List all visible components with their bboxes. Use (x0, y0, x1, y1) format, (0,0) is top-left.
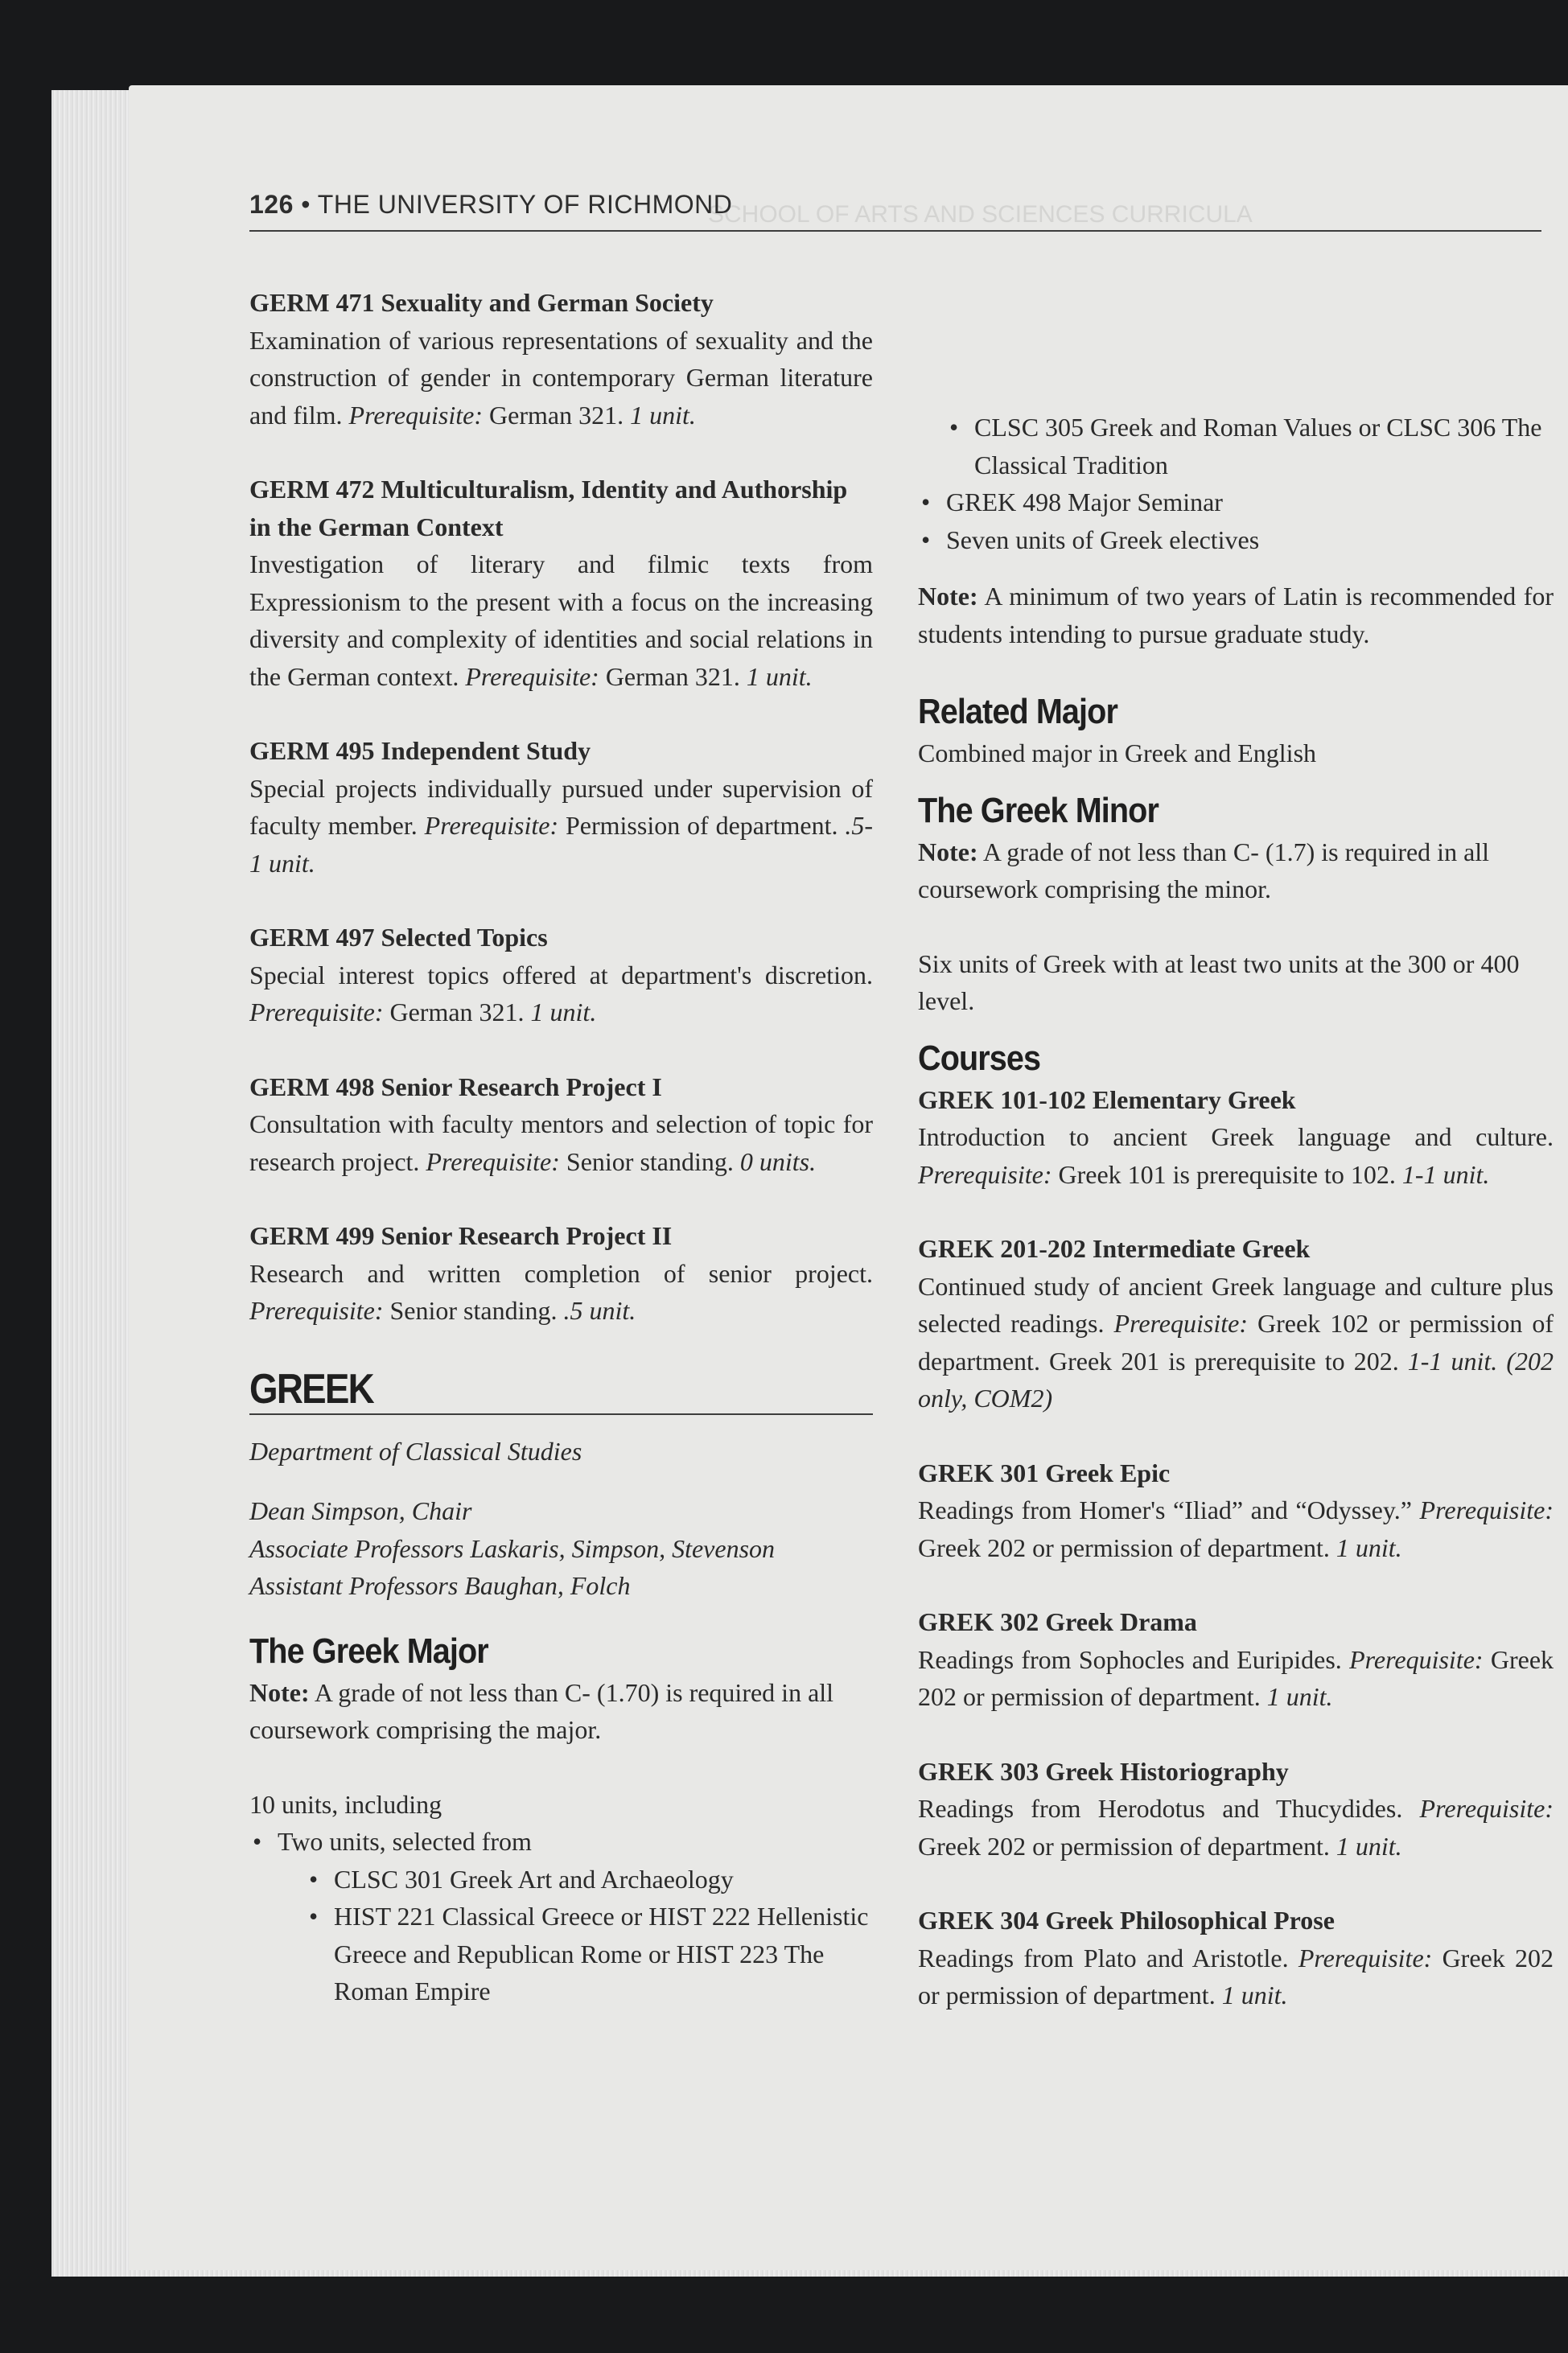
courses-heading: Courses (918, 1038, 1041, 1078)
running-header (249, 190, 1541, 232)
course-title: GREK 201-202 Intermediate Greek (918, 1234, 1311, 1263)
spacer (918, 558, 1554, 578)
course-description: Investigation of literary and filmic texts from Expressionism to the present with a focus on the increasing diversity and complexity of identities and social relations in the German context. Prerequisite: German 321. 1 unit. (249, 549, 873, 691)
department-name: Department of Classical Studies (249, 1436, 582, 1466)
course-description: Examination of various representations of sexuality and the construction of gender in contemporary German literature and film. Prerequisite: German 321. 1 unit. (249, 325, 873, 430)
course-title: GERM 471 Sexuality and German Society (249, 288, 714, 317)
latin-note: Note: A minimum of two years of Latin is recommended for students intending to pursue graduate study. (918, 582, 1554, 648)
bleed-through-header: SCHOOL OF ARTS AND SCIENCES CURRICULA (708, 201, 1253, 228)
course-description: Special projects individually pursued under supervision of faculty member. Prerequisite: Permission of department. .5-1 unit. (249, 773, 874, 878)
list-item: • Seven units of Greek electives (918, 521, 1554, 559)
list-item: • GREK 498 Major Seminar (918, 483, 1554, 521)
course-description: Special interest topics offered at department's discretion. Prerequisite: German 321. 1 unit. (249, 960, 873, 1026)
course-title: GERM 498 Senior Research Project I (249, 1072, 662, 1101)
course-entry (249, 284, 873, 434)
list-item: • CLSC 301 Greek Art and Archaeology (306, 1861, 873, 1898)
course-title: GREK 101-102 Elementary Greek (918, 1084, 1296, 1114)
faculty-chair: Dean Simpson, Chair (249, 1496, 472, 1525)
course-entry (918, 1454, 1554, 1567)
right-column (918, 409, 1554, 2051)
requirement-list-other (918, 483, 1554, 558)
course-entry (918, 1081, 1554, 1194)
sub-option-list (278, 1861, 873, 2010)
document-page (129, 85, 1568, 2270)
course-entry (249, 471, 873, 695)
course-entry (249, 732, 873, 882)
course-entry (918, 1753, 1554, 1866)
list-item: • CLSC 305 Greek and Roman Values or CLSC 306 The Classical Tradition (946, 409, 1554, 483)
course-entry (918, 1230, 1554, 1417)
faculty-list (249, 1492, 873, 1605)
course-description: Introduction to ancient Greek language and culture. Prerequisite: Greek 101 is prerequisite to 102. 1-1 unit. (918, 1122, 1554, 1189)
course-title: GERM 495 Independent Study (249, 736, 591, 765)
major-heading: The Greek Major (249, 1631, 488, 1671)
left-column (249, 284, 873, 2010)
course-description: Research and written completion of senior project. Prerequisite: Senior standing. .5 unit. (249, 1258, 873, 1325)
course-entry (918, 1603, 1554, 1716)
course-description: Readings from Herodotus and Thucydides. Prerequisite: Greek 202 or permission of department. 1 unit. (918, 1794, 1554, 1861)
course-description: Readings from Plato and Aristotle. Prerequisite: Greek 202 or permission of department. 1 unit. (918, 1943, 1554, 2010)
course-title: GERM 472 Multiculturalism, Identity and Authorship in the German Context (249, 475, 848, 541)
course-description: Consultation with faculty mentors and selection of topic for research project. Prerequisite: Senior standing. 0 units. (249, 1109, 873, 1176)
requirement-list (249, 1823, 873, 2010)
course-description: Readings from Homer's “Iliad” and “Odyssey.” Prerequisite: Greek 202 or permission of department. 1 unit. (918, 1495, 1554, 1562)
requirement-list-continued (918, 409, 1554, 483)
list-item: • Two units, selected from • CLSC 301 Greek Art and Archaeology • HIST 221 Classical Greece or HIST 222 Hellenistic Greece and Republican Rome or HIST 223 The Roman Empire (249, 1823, 873, 2010)
course-description: Continued study of ancient Greek language and culture plus selected readings. Prerequisite: Greek 102 or permission of department. Greek 201 is prerequisite to 202. 1-1 unit. (202 only, COM2) (918, 1271, 1554, 1413)
course-title: GREK 301 Greek Epic (918, 1458, 1171, 1487)
minor-heading: The Greek Minor (918, 790, 1159, 830)
units-intro: 10 units, including (249, 1789, 442, 1819)
course-title: GREK 304 Greek Philosophical Prose (918, 1906, 1335, 1935)
header-bullet: • (301, 190, 311, 219)
course-entry (249, 919, 873, 1031)
course-description: Readings from Sophocles and Euripides. Prerequisite: Greek 202 or permission of department. 1 unit. (918, 1644, 1554, 1711)
faculty-associate: Associate Professors Laskaris, Simpson, Stevenson (249, 1533, 776, 1563)
list-item: • HIST 221 Classical Greece or HIST 222 Hellenistic Greece and Republican Rome or HIST 223 The Roman Empire (306, 1898, 873, 2010)
course-title: GERM 497 Selected Topics (249, 923, 548, 952)
page-number: 126 (249, 190, 294, 219)
related-major-text: Combined major in Greek and English (918, 738, 1317, 767)
course-title: GREK 303 Greek Historiography (918, 1756, 1289, 1786)
course-entry (249, 1217, 873, 1330)
minor-note: Note: A grade of not less than C- (1.7) is required in all coursework comprising the minor. (918, 837, 1490, 903)
course-entry (918, 1902, 1554, 2014)
header-title: THE UNIVERSITY OF RICHMOND (317, 190, 733, 219)
course-entry (249, 1068, 873, 1181)
greek-section-heading: GREEK (249, 1367, 873, 1415)
faculty-assistant: Assistant Professors Baughan, Folch (249, 1571, 631, 1600)
minor-units: Six units of Greek with at least two units at the 300 or 400 level. (918, 948, 1520, 1015)
course-title: GREK 302 Greek Drama (918, 1607, 1197, 1636)
related-major-heading: Related Major (918, 692, 1117, 731)
course-title: GERM 499 Senior Research Project II (249, 1221, 673, 1250)
major-note: Note: A grade of not less than C- (1.70) is required in all coursework comprising the major. (249, 1677, 834, 1744)
